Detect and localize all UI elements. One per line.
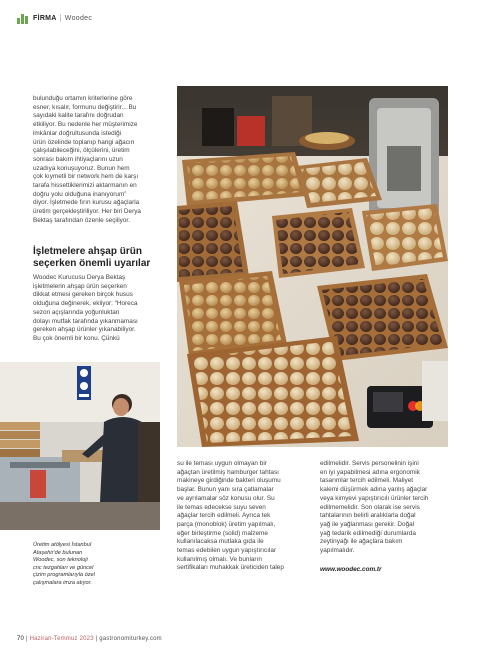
article-column-2	[177, 460, 307, 573]
text-line: imkânlar doğrultusunda istediği	[33, 129, 122, 137]
text-line: tarafa hissettiklerimizi aktarmanın en	[33, 182, 137, 190]
photo-caption	[33, 542, 153, 588]
caption-line: Ataşehir'de bulunan	[33, 549, 83, 556]
text-line: su ile teması uygun olmayan bir	[177, 460, 267, 467]
section-subheading: İşletmelere ahşap ürün seçerken önemli uyarılar	[33, 246, 151, 269]
header-separator: |	[59, 14, 62, 22]
text-line: dolayı mutfak tarafında yıkanmaması	[33, 317, 138, 325]
text-line: doğru yolu olduğuna inanıyorum”	[33, 190, 127, 198]
caption-line: çizim programlarıyla özel	[33, 572, 95, 579]
text-line: ile temas edecekse suyu seven	[177, 503, 266, 511]
text-line: esner, kısalır, formunu değiştirir... Bu	[33, 103, 137, 111]
website-link[interactable]: www.woodec.com.tr	[320, 565, 382, 573]
caption-line: Woodec, son teknoloji	[33, 557, 88, 564]
text-line: kullanılmış olmalı. Ve bunların	[177, 555, 262, 563]
text-line: dikkat etmesi gereken birçok husus	[33, 291, 133, 299]
page-number: 70	[17, 636, 25, 642]
text-line: ürün özelinde toplanıp hangi ağacın	[33, 138, 135, 146]
text-line: en iyi yapabilmesi adına ergonomik	[320, 468, 420, 476]
footer-separator: |	[25, 636, 30, 642]
text-line: etkiliyor. Bu nedenle her müşterimize	[33, 121, 138, 129]
text-line: veya kimyevi yapıştırıcılı ürünler tercih	[320, 494, 429, 502]
caption-line: çalışmalara imza atıyor.	[33, 579, 92, 586]
text-line: sertifikaları muhakkak üreticiden talep	[177, 564, 284, 572]
workshop-photo	[0, 362, 160, 530]
article-column-1-body	[33, 274, 168, 344]
page-header	[17, 10, 92, 26]
text-line: Bektaş tarafından özenle seçiliyor.	[33, 216, 130, 224]
text-line: bulunduğu ortamın kriterlerine göre	[33, 95, 133, 102]
text-line: üretim gerçekleştiriliyor. Her biri Derya	[33, 208, 141, 216]
article-column-3	[320, 460, 448, 574]
text-line: Woodec Kurucusu Derya Bektaş	[33, 274, 126, 281]
article-column-1	[33, 95, 168, 226]
text-line: çok kıymetli bir network hem de karşı	[33, 173, 139, 181]
text-line: eğer birleştirme (solid) malzeme	[177, 529, 268, 537]
text-line: başlar. Bunun yanı sıra çatlamalar	[177, 486, 274, 494]
text-line: diyor. İşletmede fırın kurusu ağaçlarla	[33, 199, 140, 207]
text-line: makineye girdiğinde bakteri oluşumu	[177, 477, 281, 485]
text-line: sayıdaki kalite tarafını doğrudan	[33, 112, 124, 120]
header-brand: Woodec	[64, 14, 93, 22]
text-line: işletmelerin ahşap ürün seçerken	[33, 282, 127, 290]
text-line: yapılmalıdır.	[320, 547, 355, 555]
text-line: sezon açışlarında yoğunluktan	[33, 308, 120, 316]
text-line: edilmemelidir. Son olarak ise servis	[320, 503, 420, 511]
text-line: tasarımlar tercih edilmeli. Maliyet	[320, 477, 414, 485]
issue-date: Haziran-Temmuz 2023	[29, 636, 94, 642]
page-footer	[17, 636, 162, 642]
caption-line: cnc tezgahları ve güncel	[33, 564, 94, 571]
text-line: olduğuna değinerek, ekliyor: “Horeca	[33, 300, 138, 308]
text-line: ve ayrılamalar söz konusu olur. Su	[177, 494, 275, 502]
text-line: kalemi düşürmek adına yanlış ağaçlar	[320, 486, 428, 494]
text-line: temas edebilen uygun yapıştırıcılar	[177, 547, 277, 555]
text-line: yağ tedarik edilmediği durumlarda	[320, 529, 416, 537]
footer-separator: |	[95, 636, 100, 642]
text-line: gereken ahşap ürünler yıkanabiliyor.	[33, 326, 136, 334]
text-line: parça (monoblok) üretim yapılmalı,	[177, 520, 276, 528]
magazine-logo-icon	[17, 12, 30, 24]
text-line: ağaçtan üretilmiş hamburger tahtası	[177, 468, 279, 476]
footer-site[interactable]: gastronomiturkey.com	[99, 636, 162, 642]
text-line: zeytinyağı ile ağaçlara bakım	[320, 538, 403, 546]
text-line: uzadıya konuşuyoruz. Bunun hem	[33, 164, 130, 172]
text-line: çalışılabileceğini, ölçülerini, üretim	[33, 147, 130, 155]
section-label: FİRMA	[33, 14, 57, 22]
text-line: ağaçlar tercih edilmeli. Ayrıca tek	[177, 512, 271, 520]
text-line: tahtalarının belirli aralıklarla doğal	[320, 512, 416, 520]
text-line: sonrası bakım ihtiyaçlarını uzun	[33, 155, 123, 163]
pastry-display-photo	[177, 86, 448, 447]
caption-line: Üretim atölyesi İstanbul	[33, 542, 92, 548]
text-line: edilmelidir. Servis personelinin işini	[320, 460, 419, 467]
text-line: kullanılacaksa mutlaka gıda ile	[177, 538, 264, 546]
text-line: yağ ile yağlanması gerekir. Doğal	[320, 520, 415, 528]
text-line: Bu çok önemli bir konu. Çünkü	[33, 334, 120, 342]
